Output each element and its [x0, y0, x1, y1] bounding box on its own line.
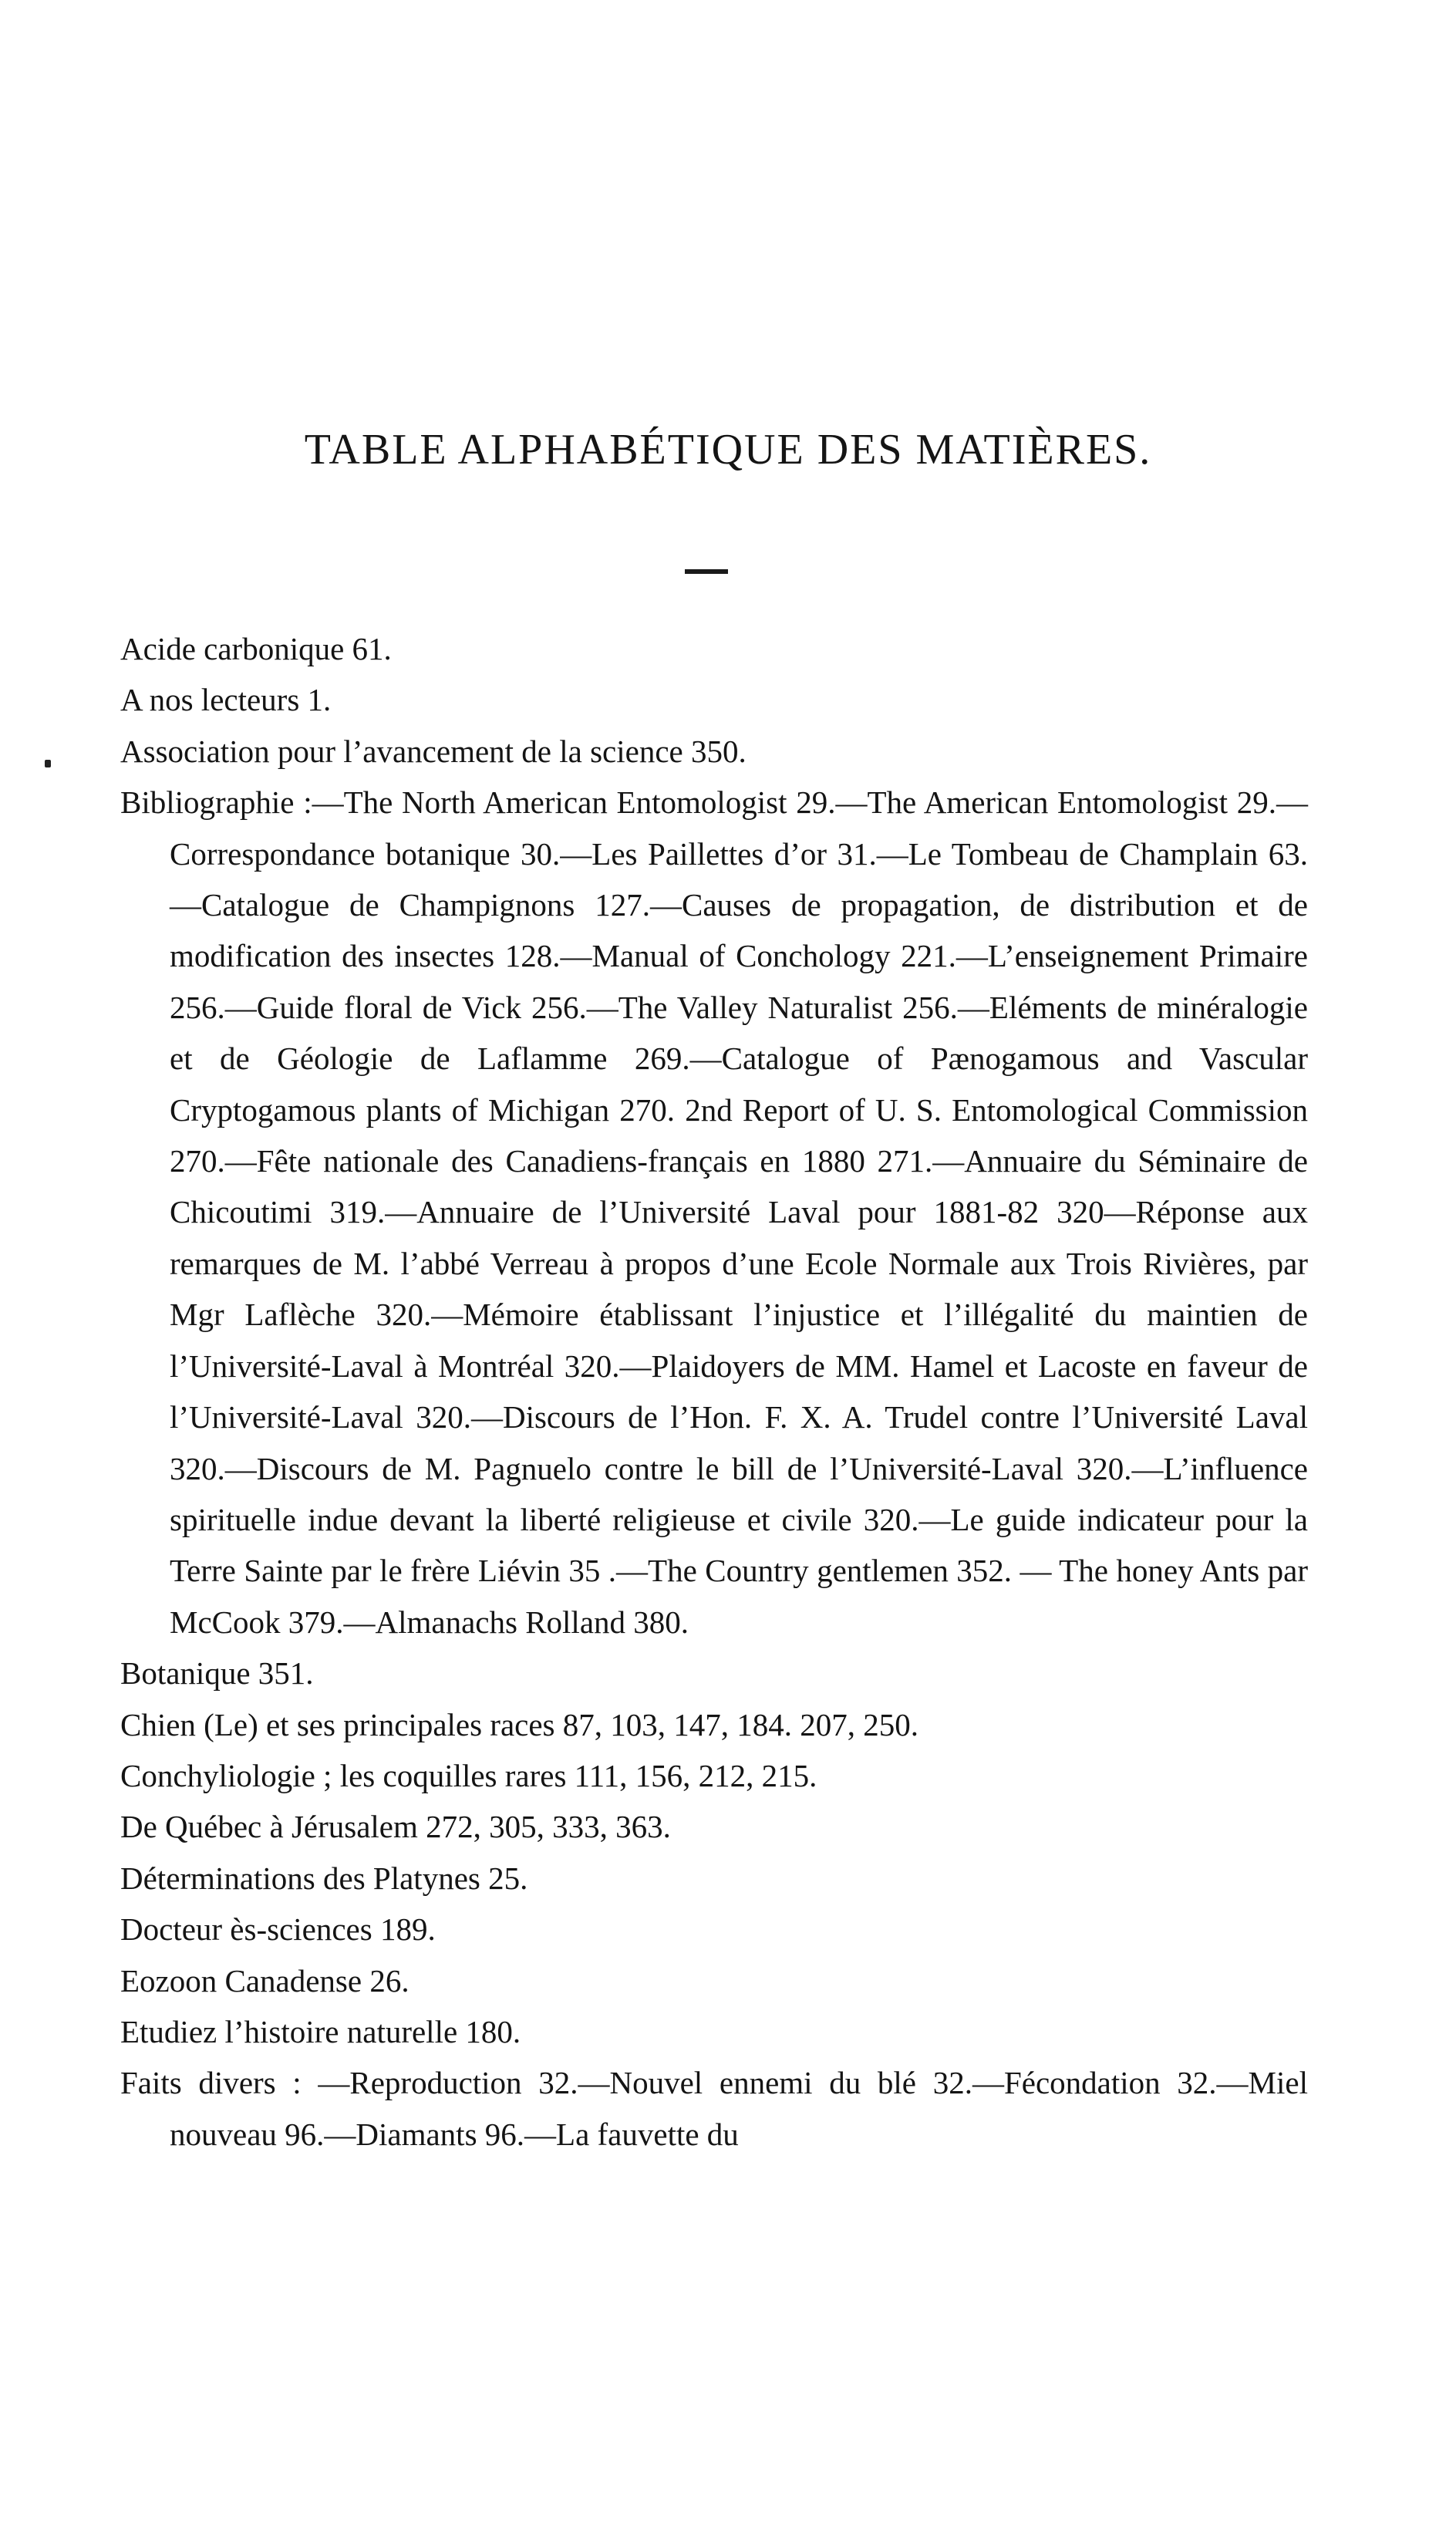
- index-entry: Botanique 351.: [120, 1655, 314, 1692]
- index-entry: Etudiez l’histoire naturelle 180.: [120, 2013, 521, 2049]
- ink-mark: [45, 760, 51, 767]
- index-entry: Association pour l’avancement de la science 350.: [120, 733, 747, 769]
- index-entry: De Québec à Jérusalem 272, 305, 333, 363.: [120, 1809, 671, 1845]
- index-list: [120, 623, 1308, 2160]
- index-entry: Bibliographie :—The North American Entomologist 29.—The American Entomologist 29.—Correspondance botanique 30.—Les Paillettes d’or 31.—Le Tombeau de Champlain 63.—Catalogue de Champignons 127.—Causes de propagation, de distribution et de modification des insectes 128.—Manual of Conchology 221.—L’enseignement Primaire 256.—Guide floral de Vick 256.—The Valley Naturalist 256.—Eléments de minéralogie et de Géologie de Laflamme 269.—Catalogue of Pænogamous and Vascular Cryptogamous plants of Michigan 270. 2nd Report of U. S. Entomological Commission 270.—Fête nationale des Canadiens-français en 1880 271.—Annuaire du Séminaire de Chicoutimi 319.—Annuaire de l’Université Laval pour 1881-82 320—Réponse aux remarques de M. l’abbé Verreau à propos d’une Ecole Normale aux Trois Rivières, par Mgr Laflèche 320.—Mémoire établissant l’injustice et l’illégalité du maintien de l’Université-Laval à Montréal 320.—Plaidoyers de MM. Hamel et Lacoste en faveur de l’Université-Laval 320.—Discours de l’Hon. F. X. A. Trudel contre l’Université Laval 320.—Discours de M. Pagnuelo contre le bill de l’Université-Laval 320.—L’influence spirituelle indue devant la liberté religieuse et civile 320.—Le guide indicateur pour la Terre Sainte par le frère Liévin 35 .—The Country gentlemen 352. — The honey Ants par McCook 379.—Almanachs Rolland 380.: [120, 784, 1308, 1640]
- page-title: TABLE ALPHABÉTIQUE DES MATIÈRES.: [304, 426, 1152, 474]
- index-entry: Acide carbonique 61.: [120, 631, 392, 666]
- index-entry: Déterminations des Platynes 25.: [120, 1860, 528, 1896]
- index-entry: Conchyliologie ; les coquilles rares 111, 156, 212, 215.: [120, 1757, 817, 1793]
- index-entry: Chien (Le) et ses principales races 87, 103, 147, 184. 207, 250.: [120, 1706, 919, 1742]
- index-entry: A nos lecteurs 1.: [120, 682, 332, 718]
- index-entry: Faits divers : —Reproduction 32.—Nouvel ennemi du blé 32.—Fécondation 32.—Miel nouveau 96.—Diamants 96.—La fauvette du: [120, 2065, 1308, 2152]
- index-entry: Eozoon Canadense 26.: [120, 1962, 410, 1999]
- index-entry: Docteur ès-sciences 189.: [120, 1911, 436, 1948]
- title-rule: [685, 569, 728, 574]
